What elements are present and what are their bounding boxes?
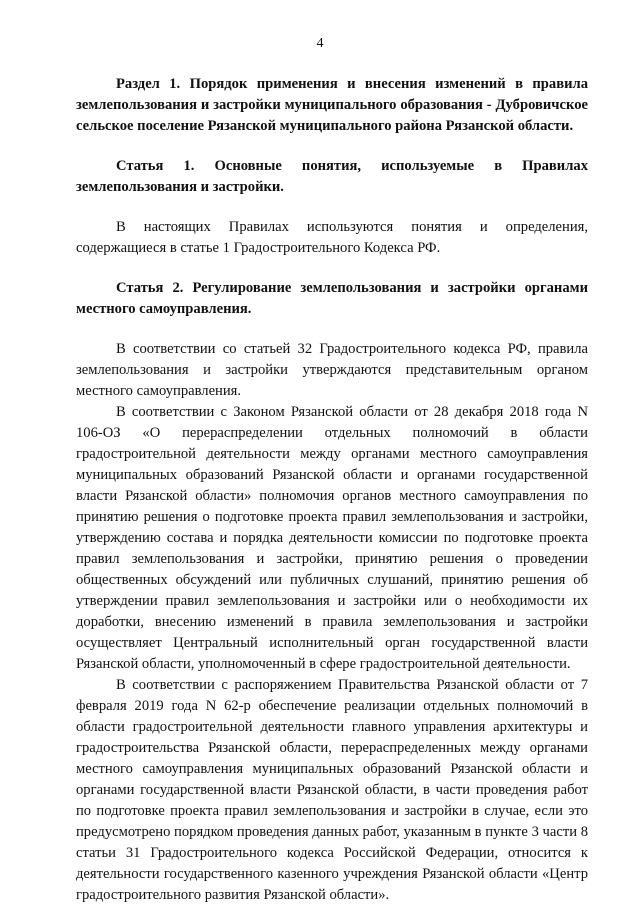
article-2-paragraph-3: В соответствии с распоряжением Правительства Рязанской области от 7 февраля 2019 года N 62-р обеспечение реализации отдельных полномочий в области градостроительной деятельности главного управления архитектуры и градостроительства Рязанской области, перераспределенных между органами местного самоуправления муниципальных образований Рязанской области и органами государственной власти Рязанской области, в части проведения работ по подготовке проекта правил землепользования и застройки в случае, если это предусмотрено порядком проведения данных работ, указанным в пункте 3 части 8 статьи 31 Градостроительного кодекса Российской Федерации, относится к деятельности государственного казенного учреждения Рязанской области «Центр градостроительного развития Рязанской области». bbox=[76, 677, 588, 903]
article-2-paragraph-1: В соответствии со статьей 32 Градостроительного кодекса РФ, правила землепользования и застройки утверждаются представительным органом местного самоуправления. bbox=[76, 341, 588, 399]
article-2-heading: Статья 2. Регулирование землепользования и застройки органами местного самоуправления. bbox=[76, 280, 588, 317]
article-1-heading: Статья 1. Основные понятия, используемые в Правилах землепользования и застройки. bbox=[76, 158, 588, 195]
document-body bbox=[76, 74, 588, 906]
article-1-text: В настоящих Правилах используются понятия и определения, содержащиеся в статье 1 Градостроительного Кодекса РФ. bbox=[76, 219, 588, 256]
page-number: 4 bbox=[316, 36, 324, 51]
section-heading: Раздел 1. Порядок применения и внесения изменений в правила землепользования и застройки муниципального образования - Дубровичское сельское поселение Рязанской муниципального района Рязанской области. bbox=[76, 76, 588, 134]
article-2-paragraph-2: В соответствии с Законом Рязанской области от 28 декабря 2018 года N 106-ОЗ «О перераспределении отдельных полномочий в области градостроительной деятельности между органами местного самоуправления муниципальных образований Рязанской области и органами государственной власти Рязанской области» полномочия органов местного самоуправления по принятию решения о подготовке проекта правил землепользования и застройки, утверждению состава и порядка деятельности комиссии по подготовке проекта правил землепользования и застройки, принятию решения о проведении общественных обсуждений или публичных слушаний, принятию решения об утверждении правил землепользования и застройки или о необходимости их доработки, внесению изменений в правила землепользования и застройки осуществляет Центральный исполнительный орган государственной власти Рязанской области, уполномоченный в сфере градостроительной деятельности. bbox=[76, 404, 588, 672]
